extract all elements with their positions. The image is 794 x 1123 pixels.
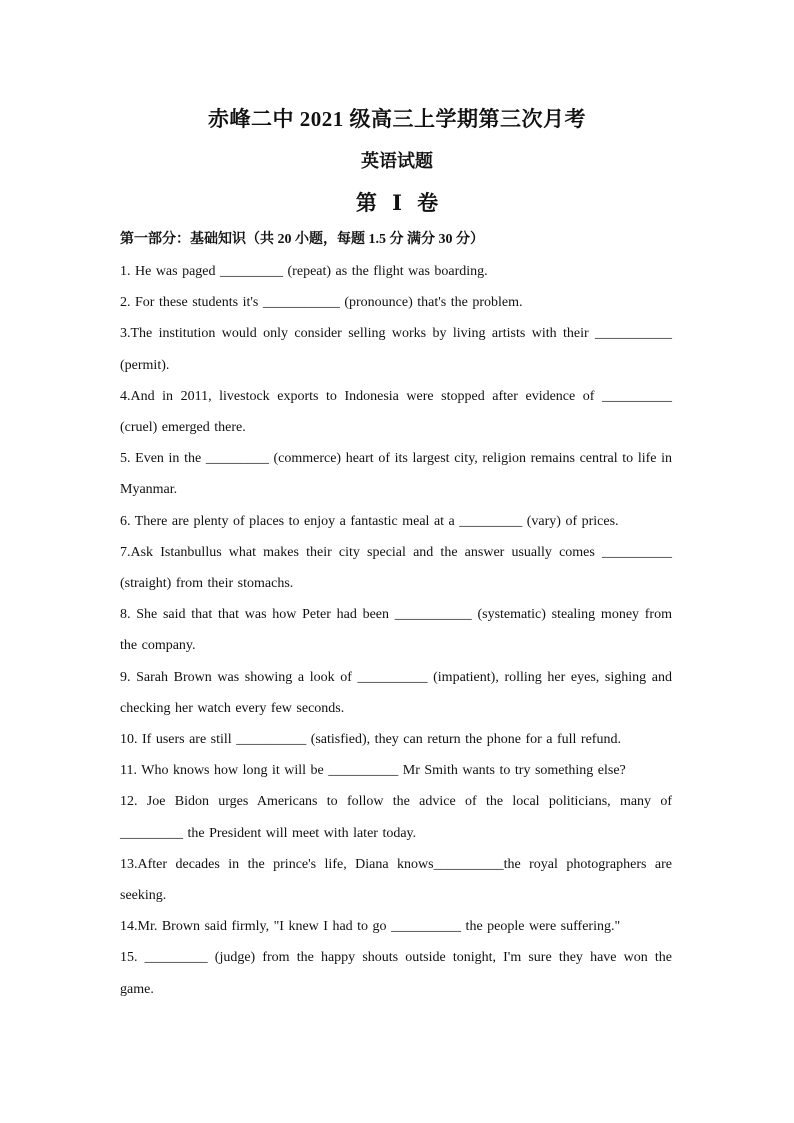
question-14: 14.Mr. Brown said firmly, "I knew I had to go __________ the people were suffering." [120, 919, 621, 935]
question-5: 5. Even in the _________ (commerce) heart of its largest city, religion remains central to life in Myanmar. [120, 451, 672, 498]
question-4: 4.And in 2011, livestock exports to Indonesia were stopped after evidence of __________ (cruel) emerged there. [120, 388, 672, 436]
question-8: 8. She said that that was how Peter had been ___________ (systematic) stealing money from the company. [120, 607, 672, 654]
exam-subtitle: 英语试题 [361, 151, 433, 171]
question-12: 12. Joe Bidon urges Americans to follow the advice of the local politicians, many of _________ the President will meet with later today. [120, 794, 672, 841]
section-heading: 第一部分：基础知识（共 20 小题，每题 1.5 分 满分 30 分） [120, 232, 484, 247]
volume-label: 第 Ⅰ 卷 [355, 191, 439, 215]
exam-title: 赤峰二中 2021 级高三上学期第三次月考 [208, 107, 586, 131]
question-11: 11. Who knows how long it will be __________ Mr Smith wants to try something else? [120, 763, 626, 779]
question-6: 6. There are plenty of places to enjoy a fantastic meal at a _________ (vary) of prices. [120, 513, 619, 529]
question-3: 3.The institution would only consider selling works by living artists with their ___________ (permit). [120, 326, 672, 373]
question-2: 2. For these students it's ___________ (pronounce) that's the problem. [120, 295, 523, 311]
question-9: 9. Sarah Brown was showing a look of __________ (impatient), rolling her eyes, sighing and checking her watch every few seconds. [120, 669, 672, 716]
question-15: 15. _________ (judge) from the happy shouts outside tonight, I'm sure they have won the game. [120, 950, 672, 997]
question-13: 13.After decades in the prince's life, Diana knows__________the royal photographers are seeking. [120, 856, 672, 904]
question-list [120, 256, 672, 1005]
question-7: 7.Ask Istanbullus what makes their city special and the answer usually comes __________ (straight) from their stomachs. [120, 544, 672, 592]
question-1: 1. He was paged _________ (repeat) as the flight was boarding. [120, 264, 488, 279]
question-10: 10. If users are still __________ (satisfied), they can return the phone for a full refund. [120, 732, 621, 748]
